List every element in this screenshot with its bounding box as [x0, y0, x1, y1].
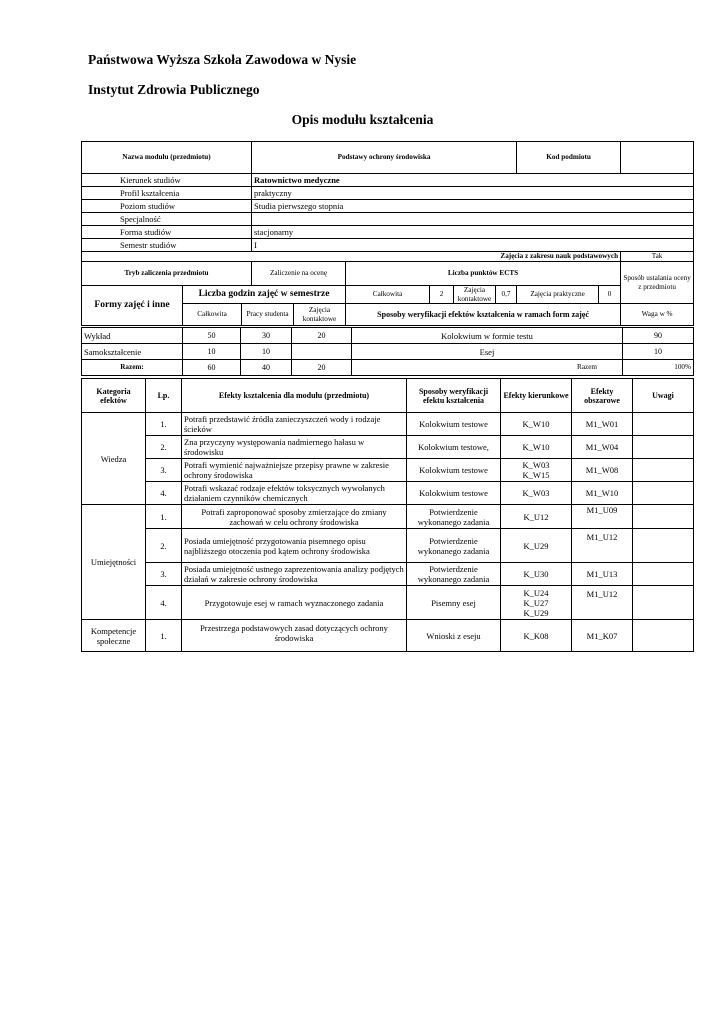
effect-lp: 3. [146, 459, 182, 482]
effect-text: Zna przyczyny występowania nadmiernego hałasu w środowisku [182, 436, 407, 459]
lp-header: Lp. [146, 379, 182, 413]
effect-lp: 2. [146, 529, 182, 563]
form-method: Kolokwium w formie testu [352, 328, 623, 344]
hours-subheaders [183, 304, 346, 326]
module-name-value: Podstawy ochrony środowiska [252, 142, 517, 174]
category-umiejetnosci: Umiejętności [82, 505, 146, 620]
effect-dir: K_W10 [501, 436, 572, 459]
effect-area: M1_W10 [572, 482, 633, 505]
module-info-table [81, 141, 694, 326]
form-method: Esej [352, 344, 623, 360]
sub-contact-label: Zajęcia kontaktowe [302, 306, 337, 323]
sum-total: 60 [183, 360, 241, 376]
sum-name: Razem: [82, 360, 183, 376]
info-label: Semestr studiów [82, 239, 252, 252]
forms-label: Formy zajęć i inne [82, 286, 183, 326]
info-value: Ratownictwo medyczne [252, 174, 694, 187]
effect-method: Potwierdzenie wykonanego zadania [407, 505, 501, 529]
effect-notes [633, 436, 694, 459]
effect-method: Kolokwium testowe, [407, 436, 501, 459]
sum-student: 40 [241, 360, 292, 376]
dir-effects-header: Efekty kierunkowe [501, 379, 572, 413]
effect-dir: K_W03 K_W15 [501, 459, 572, 482]
info-value [252, 213, 694, 226]
effect-area: M1_K07 [572, 620, 633, 652]
document-title: Opis modułu kształcenia [291, 112, 434, 127]
form-total: 50 [183, 328, 241, 344]
info-label: Kierunek studiów [82, 174, 252, 187]
form-contact [292, 344, 352, 360]
module-name-label: Nazwa modułu (przedmiotu) [82, 142, 252, 174]
info-label: Profil kształcenia [82, 187, 252, 200]
effect-text: Potrafi przedstawić źródła zanieczyszczeń wody i rodzaje ścieków [182, 413, 407, 436]
effect-text: Potrafi zaproponować sposoby zmierzające do zmiany zachowań w celu ochrony środowiska [182, 505, 407, 529]
info-value: stacjonarny [252, 226, 694, 239]
effect-dir: K_W10 [501, 413, 572, 436]
effect-dir: K_U30 [501, 563, 572, 586]
effect-lp: 1. [146, 413, 182, 436]
info-value: I [252, 239, 694, 252]
learning-effects-table [81, 378, 694, 652]
effect-method: Kolokwium testowe [407, 482, 501, 505]
effect-notes [633, 563, 694, 586]
effect-method: Potwierdzenie wykonanego zadania [407, 529, 501, 563]
ects-total-value: 2 [430, 286, 454, 304]
forms-table [81, 327, 694, 376]
effect-lp: 3. [146, 563, 182, 586]
form-student: 10 [241, 344, 292, 360]
form-name: Wykład [82, 328, 183, 344]
form-total: 10 [183, 344, 241, 360]
effect-area: M1_W04 [572, 436, 633, 459]
form-weight: 90 [623, 328, 694, 344]
info-label: Forma studiów [82, 226, 252, 239]
sum-contact: 20 [292, 360, 352, 376]
info-value: praktyczny [252, 187, 694, 200]
methods-header: Sposoby weryfikacji efektu kształcenia [407, 379, 501, 413]
notes-header: Uwagi [633, 379, 694, 413]
form-contact: 20 [292, 328, 352, 344]
effect-text: Potrafi wymienić najważniejsze przepisy prawne w zakresie ochrony środowiska [182, 459, 407, 482]
ects-contact-value: 0,7 [496, 286, 517, 304]
effect-lp: 1. [146, 620, 182, 652]
effect-area: M1_U13 [572, 563, 633, 586]
effect-dir: K_U29 [501, 529, 572, 563]
form-weight: 10 [623, 344, 694, 360]
effect-notes [633, 505, 694, 529]
effect-lp: 4. [146, 482, 182, 505]
effect-text: Posiada umiejętność przygotowania pisemnego opisu najbliższego otoczenia pod kątem ochrony środowiska [182, 529, 407, 563]
sub-student-label: Pracy studenta [242, 304, 294, 325]
category-kompetencje: Kompetencje społeczne [82, 620, 146, 652]
effect-dir: K_U12 [501, 505, 572, 529]
effect-notes [633, 586, 694, 620]
effect-method: Potwierdzenie wykonanego zadania [407, 563, 501, 586]
info-label: Specjalność [82, 213, 252, 226]
effect-method: Kolokwium testowe [407, 413, 501, 436]
hours-label: Liczba godzin zajęć w semestrze [183, 286, 346, 304]
area-effects-header: Efekty obszarowe [572, 379, 633, 413]
form-name: Samokształcenie [82, 344, 183, 360]
effect-area: M1_W01 [572, 413, 633, 436]
basic-sciences-value: Tak [621, 252, 694, 262]
effect-text: Przestrzega podstawowych zasad dotyczących ochrony środowiska [182, 620, 407, 652]
effect-lp: 4. [146, 586, 182, 620]
category-header: Kategoria efektów [82, 379, 146, 413]
ects-total-label: Całkowita [346, 286, 430, 304]
effect-notes [633, 459, 694, 482]
effect-lp: 2. [146, 436, 182, 459]
effect-dir: K_W03 [501, 482, 572, 505]
effect-method: Pisemny esej [407, 586, 501, 620]
grading-mode-value: Zaliczenie na ocenę [252, 262, 346, 286]
grading-mode-label: Tryb zaliczenia przedmiotu [82, 262, 252, 286]
effect-text: Potrafi wskazać rodzaje efektów toksycznych wywołanych działaniem czynników chemicznych [182, 482, 407, 505]
effect-notes [633, 413, 694, 436]
effect-lp: 1. [146, 505, 182, 529]
institute-name: Instytut Zdrowia Publicznego [88, 82, 260, 97]
category-wiedza: Wiedza [82, 413, 146, 505]
grading-method-label: Sposób ustalania oceny z przedmiotu [621, 262, 694, 304]
effect-notes [633, 620, 694, 652]
effect-text: Przygotowuje esej w ramach wyznaczonego zadania [182, 586, 407, 620]
info-value: Studia pierwszego stopnia [252, 200, 694, 213]
effect-text: Posiada umiejętność ustnego zaprezentowania analizy podjętych działań w zakresie ochrony środowiska [182, 563, 407, 586]
effect-area: M1_U12 [572, 529, 633, 563]
ects-practical-value: 0 [599, 286, 621, 304]
effect-method: Wnioski z eseju [407, 620, 501, 652]
effect-area: M1_W08 [572, 459, 633, 482]
ects-practical-label: Zajęcia praktyczne [517, 286, 599, 304]
info-label: Poziom studiów [82, 200, 252, 213]
school-name: Państwowa Wyższa Szkoła Zawodowa w Nysie [88, 52, 357, 67]
sum-weight: 100% [623, 360, 694, 376]
effect-notes [633, 482, 694, 505]
sub-total-label: Całkowita [183, 304, 242, 325]
ects-contact-label: Zajęcia kontaktowe [454, 286, 496, 304]
effect-area: M1_U12 [572, 586, 633, 620]
effects-header: Efekty kształcenia dla modułu (przedmiotu) [182, 379, 407, 413]
sum-label: Razem [352, 360, 623, 376]
module-code-value [621, 142, 694, 174]
effect-notes [633, 529, 694, 563]
effect-dir: K_K08 [501, 620, 572, 652]
module-code-label: Kod podmiotu [517, 142, 621, 174]
form-student: 30 [241, 328, 292, 344]
ects-label: Liczba punktów ECTS [346, 262, 621, 286]
effect-method: Kolokwium testowe [407, 459, 501, 482]
basic-sciences-label: Zajęcia z zakresu nauk podstawowych [82, 252, 621, 262]
effect-dir: K_U24 K_U27 K_U29 [501, 586, 572, 620]
weight-label: Waga w % [621, 304, 694, 326]
verification-label: Sposoby weryfikacji efektów kształcenia w ramach form zajęć [346, 304, 621, 326]
effect-area: M1_U09 [572, 505, 633, 529]
